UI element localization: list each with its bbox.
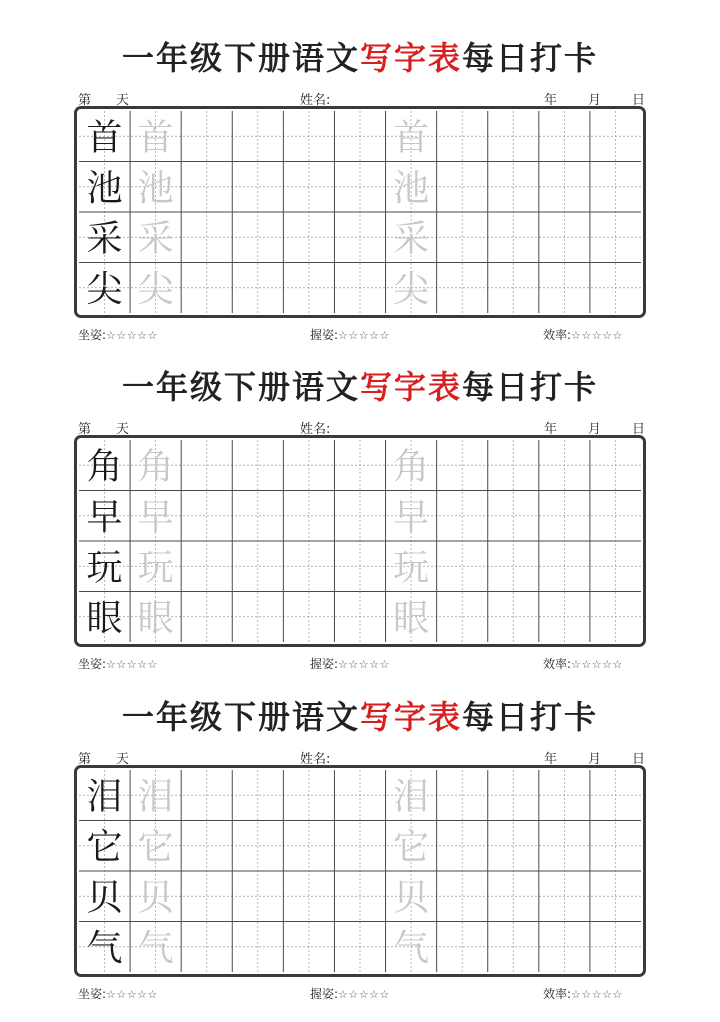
- title-prefix: 一年级下册语文: [121, 39, 360, 77]
- rating-label: 坐姿:: [78, 987, 107, 1001]
- title-highlight: 写字表: [359, 368, 462, 406]
- model-character: 它: [86, 826, 123, 868]
- star-rating[interactable]: ☆☆☆☆☆: [106, 988, 158, 1001]
- trace-character: 玩: [393, 547, 430, 589]
- model-character: 气: [86, 927, 123, 969]
- posture-rating: [78, 326, 158, 343]
- trace-character: 它: [137, 826, 174, 868]
- name-label: 姓名:: [300, 422, 331, 437]
- name-label: 姓名:: [300, 93, 331, 108]
- trace-character: 角: [137, 446, 174, 488]
- rating-label: 效率:: [543, 657, 572, 671]
- trace-character: 贝: [137, 877, 174, 919]
- writing-grid[interactable]: [74, 435, 646, 647]
- star-rating[interactable]: ☆☆☆☆☆: [106, 329, 158, 342]
- grip-rating: [310, 985, 390, 1002]
- model-character: 池: [86, 167, 123, 209]
- worksheet-section-2: [0, 362, 720, 692]
- sheet-title: [0, 692, 720, 742]
- star-rating[interactable]: ☆☆☆☆☆: [571, 329, 623, 342]
- trace-character: 气: [137, 927, 174, 969]
- year-label: 年: [544, 752, 558, 767]
- title-suffix: 每日打卡: [462, 698, 599, 736]
- trace-character: 池: [137, 167, 174, 209]
- rating-label: 效率:: [543, 328, 572, 342]
- date-label: 日: [632, 752, 646, 767]
- trace-character: 贝: [393, 877, 430, 919]
- title-suffix: 每日打卡: [462, 39, 599, 77]
- title-prefix: 一年级下册语文: [121, 368, 360, 406]
- trace-character: 采: [393, 218, 430, 260]
- trace-character: 眼: [137, 597, 174, 639]
- rating-label: 握姿:: [310, 987, 339, 1001]
- star-rating[interactable]: ☆☆☆☆☆: [338, 988, 390, 1001]
- grip-rating: [310, 655, 390, 672]
- worksheet-section-3: [0, 692, 720, 1022]
- title-prefix: 一年级下册语文: [121, 698, 360, 736]
- day-label-1: 第: [78, 752, 92, 767]
- trace-character: 它: [393, 826, 430, 868]
- model-character: 早: [86, 496, 123, 538]
- day-label-1: 第: [78, 93, 92, 108]
- month-label: 月: [588, 422, 602, 437]
- efficiency-rating: [543, 326, 623, 343]
- trace-character: 采: [137, 218, 174, 260]
- day-label-2: 天: [116, 752, 130, 767]
- trace-character: 尖: [137, 268, 174, 310]
- sheet-title: [0, 362, 720, 412]
- info-row: [0, 748, 720, 766]
- trace-character: 池: [393, 167, 430, 209]
- star-rating[interactable]: ☆☆☆☆☆: [571, 988, 623, 1001]
- trace-character: 首: [137, 117, 174, 159]
- title-highlight: 写字表: [359, 698, 462, 736]
- rating-row: [0, 985, 720, 1003]
- title-suffix: 每日打卡: [462, 368, 599, 406]
- trace-character: 角: [393, 446, 430, 488]
- model-character: 角: [86, 446, 123, 488]
- grid-canvas[interactable]: [79, 440, 641, 642]
- model-character: 首: [86, 117, 123, 159]
- rating-label: 坐姿:: [78, 657, 107, 671]
- date-label: 日: [632, 422, 646, 437]
- title-highlight: 写字表: [359, 39, 462, 77]
- trace-character: 尖: [393, 268, 430, 310]
- posture-rating: [78, 655, 158, 672]
- rating-row: [0, 655, 720, 673]
- grid-canvas[interactable]: [79, 111, 641, 313]
- month-label: 月: [588, 752, 602, 767]
- model-character: 玩: [86, 547, 123, 589]
- month-label: 月: [588, 93, 602, 108]
- model-character: 泪: [86, 776, 123, 818]
- model-character: 眼: [86, 597, 123, 639]
- trace-character: 玩: [137, 547, 174, 589]
- trace-character: 眼: [393, 597, 430, 639]
- trace-character: 首: [393, 117, 430, 159]
- rating-label: 坐姿:: [78, 328, 107, 342]
- writing-grid[interactable]: [74, 106, 646, 318]
- posture-rating: [78, 985, 158, 1002]
- trace-character: 泪: [137, 776, 174, 818]
- day-label-2: 天: [116, 93, 130, 108]
- info-row: [0, 418, 720, 436]
- year-label: 年: [544, 422, 558, 437]
- rating-row: [0, 326, 720, 344]
- rating-label: 效率:: [543, 987, 572, 1001]
- year-label: 年: [544, 93, 558, 108]
- trace-character: 气: [393, 927, 430, 969]
- name-label: 姓名:: [300, 752, 331, 767]
- date-label: 日: [632, 93, 646, 108]
- model-character: 贝: [86, 877, 123, 919]
- sheet-title: [0, 33, 720, 83]
- day-label-1: 第: [78, 422, 92, 437]
- rating-label: 握姿:: [310, 657, 339, 671]
- grid-canvas[interactable]: [79, 770, 641, 972]
- trace-character: 早: [137, 496, 174, 538]
- day-label-2: 天: [116, 422, 130, 437]
- rating-label: 握姿:: [310, 328, 339, 342]
- info-row: [0, 89, 720, 107]
- worksheet-section-1: [0, 33, 720, 363]
- writing-grid[interactable]: [74, 765, 646, 977]
- star-rating[interactable]: ☆☆☆☆☆: [338, 658, 390, 671]
- star-rating[interactable]: ☆☆☆☆☆: [106, 658, 158, 671]
- trace-character: 早: [393, 496, 430, 538]
- trace-character: 泪: [393, 776, 430, 818]
- grip-rating: [310, 326, 390, 343]
- star-rating[interactable]: ☆☆☆☆☆: [338, 329, 390, 342]
- star-rating[interactable]: ☆☆☆☆☆: [571, 658, 623, 671]
- efficiency-rating: [543, 655, 623, 672]
- efficiency-rating: [543, 985, 623, 1002]
- model-character: 尖: [86, 268, 123, 310]
- model-character: 采: [86, 218, 123, 260]
